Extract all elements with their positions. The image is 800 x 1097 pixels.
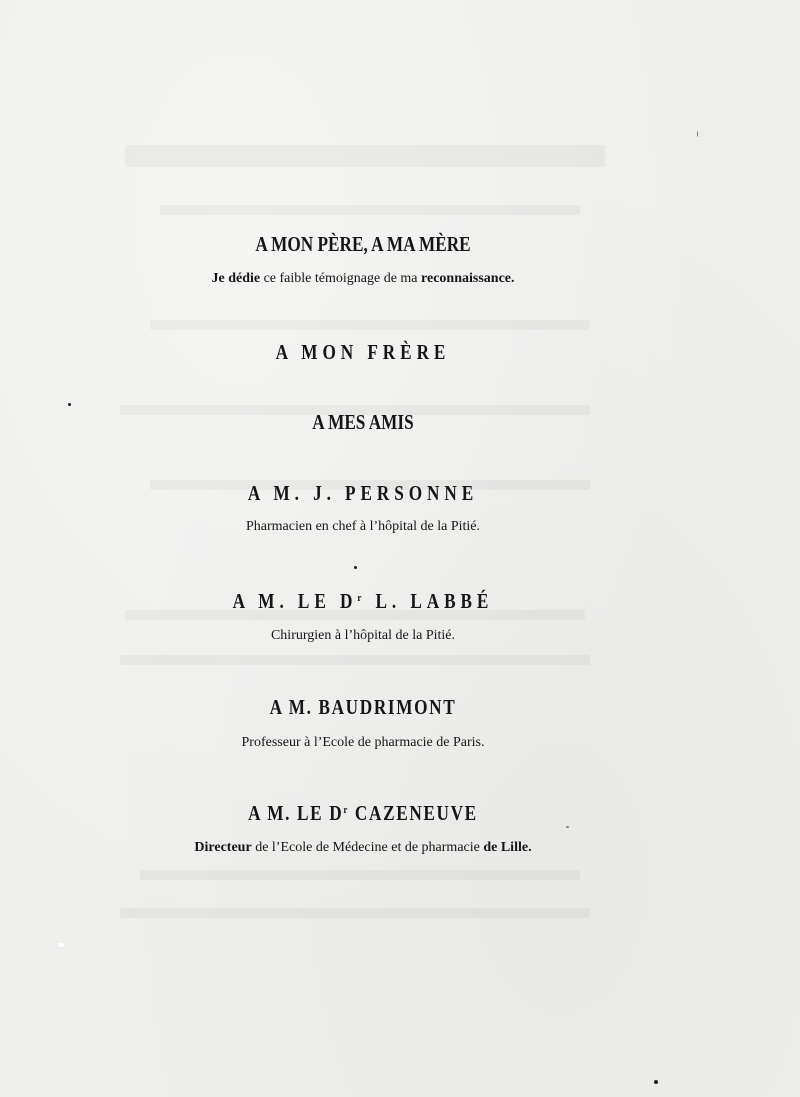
dedication-heading-labbe — [65, 589, 660, 614]
paper-speck — [654, 1080, 658, 1084]
show-through-mark — [120, 655, 590, 665]
paper-speck — [566, 826, 569, 828]
dedication-heading-labbe-sup: r — [357, 592, 367, 604]
dedication-heading-labbe-post: L. LABBÉ — [366, 589, 494, 613]
dedication-heading-parents: A MON PÈRE, A MA MÈRE — [255, 232, 471, 256]
dedication-text-labbe: Chirurgien à l’hôpital de la Pitié. — [270, 628, 456, 643]
dedication-text-personne: Pharmacien en chef à l’hôpital de la Pitié. — [245, 519, 481, 534]
dedication-heading-cazeneuve-sup: r — [343, 804, 349, 816]
dedication-text-parents — [0, 271, 726, 287]
dedication-heading-cazeneuve-post: CAZENEUVE — [348, 801, 478, 825]
dedication-text-parents-start: Je dédie — [211, 271, 261, 286]
dedication-heading-personne: A M. J. PERSONNE — [247, 481, 479, 505]
show-through-mark — [160, 205, 580, 215]
dedication-heading-labbe-pre: A M. LE D — [232, 589, 358, 613]
dedication-heading-baudrimont: A M. BAUDRIMONT — [269, 695, 457, 719]
dedication-text-cazeneuve-start: Directeur — [194, 840, 252, 855]
dedication-heading-cazeneuve — [65, 801, 660, 826]
dedication-heading-cazeneuve-pre: A M. LE D — [248, 801, 344, 825]
show-through-mark — [120, 908, 590, 918]
show-through-mark — [125, 145, 605, 167]
dedication-heading-friends: A MES AMIS — [312, 410, 414, 434]
dedication-text-cazeneuve — [0, 840, 726, 856]
show-through-mark — [150, 320, 590, 330]
dedication-text-parents-end: reconnaissance. — [421, 271, 515, 286]
paper-speck — [68, 403, 71, 406]
dedication-heading-brother: A MON FRÈRE — [275, 340, 451, 364]
dedication-text-cazeneuve-end: de Lille. — [483, 840, 532, 855]
dedication-text-cazeneuve-middle: de l’Ecole de Médecine et de pharmacie — [251, 840, 484, 855]
paper-speck — [354, 566, 357, 569]
paper-speck — [697, 131, 698, 137]
dedication-text-baudrimont: Professeur à l’Ecole de pharmacie de Paris. — [241, 735, 485, 750]
dedication-text-parents-middle: ce faible témoignage de ma — [260, 271, 422, 286]
paper-speck — [58, 943, 64, 947]
show-through-mark — [140, 870, 580, 880]
